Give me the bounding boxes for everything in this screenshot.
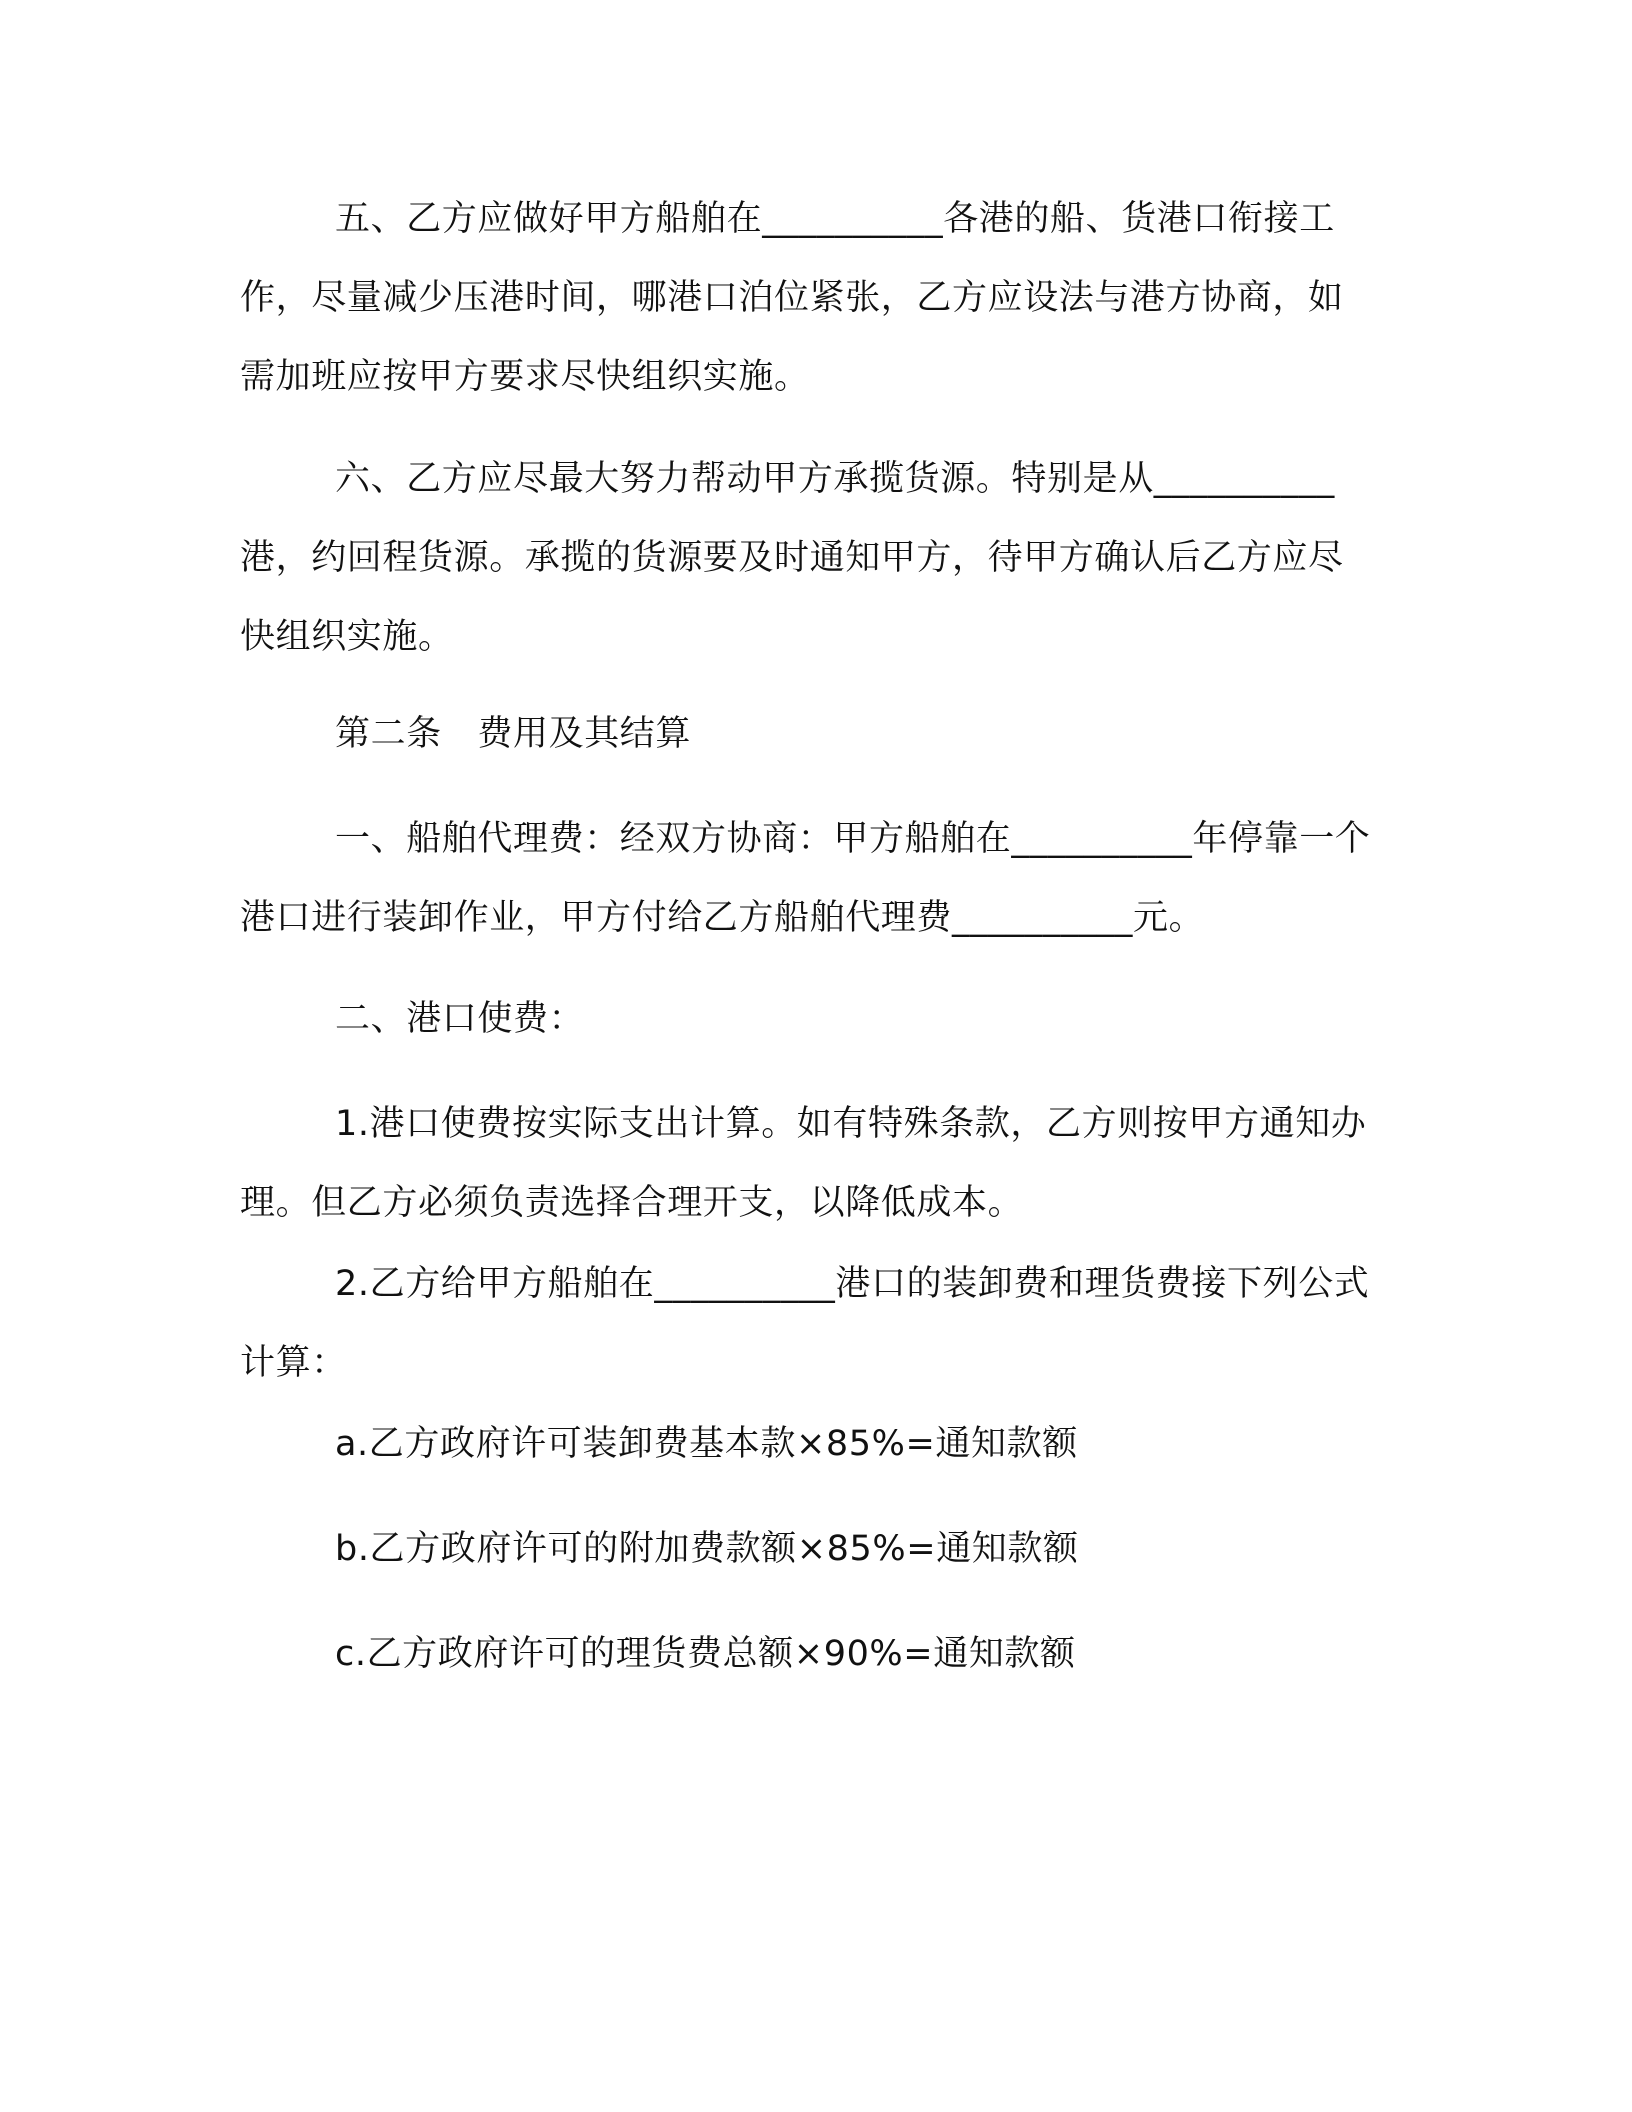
port-charges-heading: 二、港口使费： [335,999,585,1039]
port-charges-item-1: 1.港口使费按实际支出计算。如有特殊条款，乙方则按甲方通知办理。但乙方必须负责选择合理开支，以降低成本。 [240,1104,1367,1223]
article-two-heading: 第二条 费用及其结算 [335,714,692,754]
agency-fee-paragraph: 一、船舶代理费：经双方协商：甲方船舶在__________年停靠一个港口进行装卸作业，甲方付给乙方船舶代理费__________元。 [240,819,1371,938]
clause-six-paragraph: 六、乙方应尽最大努力帮动甲方承揽货源。特别是从__________港，约回程货源。承揽的货源要及时通知甲方，待甲方确认后乙方应尽快组织实施。 [240,459,1344,657]
clause-five-paragraph: 五、乙方应做好甲方船舶在__________各港的船、货港口衔接工作，尽量减少压港时间，哪港口泊位紧张，乙方应设法与港方协商，如需加班应按甲方要求尽快组织实施。 [240,199,1344,397]
formula-c: c.乙方政府许可的理货费总额×90%=通知款额 [335,1634,1076,1674]
formula-b: b.乙方政府许可的附加费款额×85%=通知款额 [335,1529,1079,1569]
formula-a: a.乙方政府许可装卸费基本款×85%=通知款额 [335,1424,1078,1464]
port-charges-item-2: 2.乙方给甲方船舶在__________港口的装卸费和理货费接下列公式计算： [240,1264,1370,1383]
